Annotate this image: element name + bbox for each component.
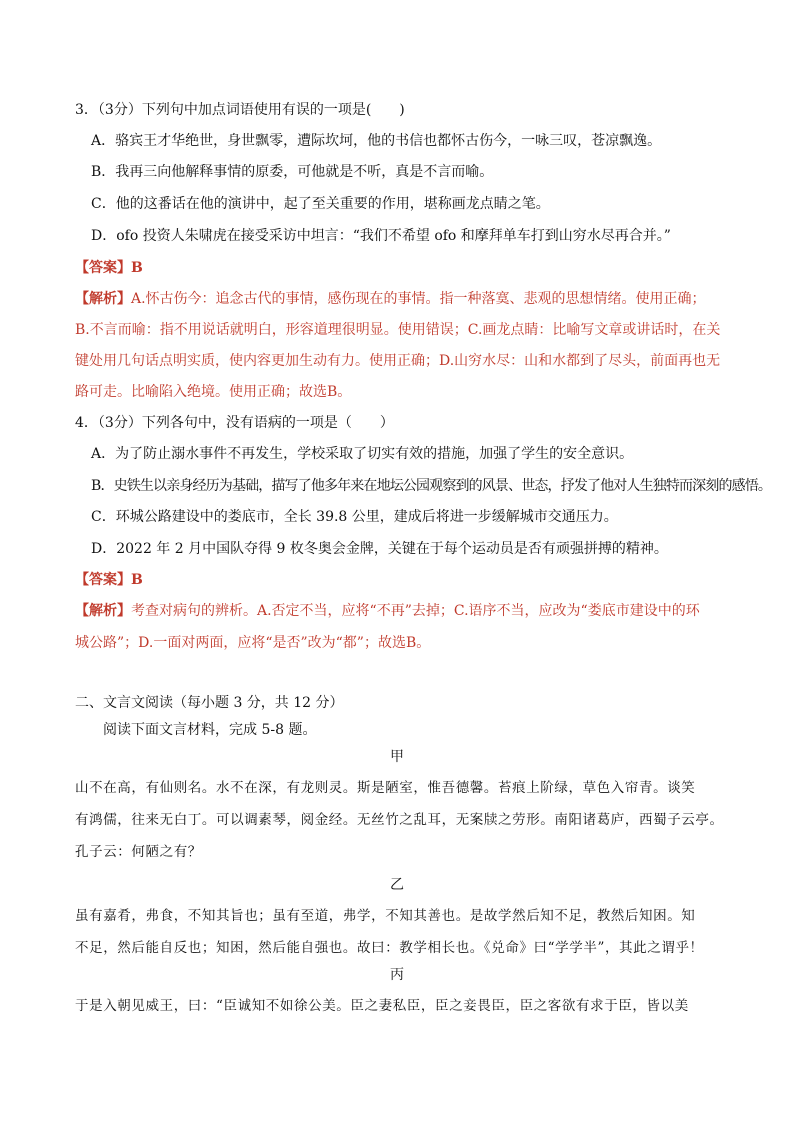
question-3-analysis-line-3: 键处用几句话点明实质，使内容更加生动有力。使用正确；D.山穷水尽：山和水都到了尽头，前面再也无 [75, 353, 721, 369]
section-2-instruction: 阅读下面文言材料，完成 5-8 题。 [103, 722, 317, 738]
question-4-analysis-line-2: 城公路”；D.一面对两面，应将“是否”改为“都”；故选B。 [75, 635, 431, 651]
question-3-analysis-line-2: B.不言而喻：指不用说话就明白，形容道理很明显。使用错误；C.画龙点睛：比喻写文章或讲话时，在关 [75, 322, 721, 338]
analysis-label: 【解析】 [75, 291, 131, 307]
question-3-stem: 3．（3分）下列句中加点词语使用有误的一项是( ) [75, 102, 405, 118]
answer-value: B [131, 572, 143, 588]
passage-yi-line: 虽有嘉肴，弗食，不知其旨也；虽有至道，弗学，不知其善也。是故学然后知不足，教然后知困。知 [75, 908, 696, 924]
passage-jia-line: 孔子云：何陋之有？ [75, 844, 202, 860]
passage-jia-line: 有鸿儒，往来无白丁。可以调素琴，阅金经。无丝竹之乱耳，无案牍之劳形。南阳诸葛庐，西蜀子云亭。 [75, 812, 724, 828]
question-3-option-a: A．骆宾王才华绝世，身世飘零，遭际坎坷，他的书信也都怀古伤今，一咏三叹，苍凉飘逸。 [91, 133, 662, 149]
question-3-option-c: C．他的这番话在他的演讲中，起了至关重要的作用，堪称画龙点睛之笔。 [91, 196, 550, 212]
question-3-answer [75, 258, 143, 278]
question-3-option-d: D．ofo 投资人朱啸虎在接受采访中坦言：“我们不希望 ofo 和摩拜单车打到山穷水尽再合并。” [91, 228, 671, 244]
section-2-heading: 二、文言文阅读（每小题 3 分，共 12 分） [75, 695, 344, 711]
question-3-option-b: B．我再三向他解释事情的原委，可他就是不听，真是不言而喻。 [91, 164, 494, 180]
passage-jia-line: 山不在高，有仙则名。水不在深，有龙则灵。斯是陋室，惟吾德馨。苔痕上阶绿，草色入帘青。谈笑 [75, 780, 696, 796]
question-3-analysis-line-4: 路可走。比喻陷入绝境。使用正确；故选B。 [75, 384, 352, 400]
analysis-label: 【解析】 [75, 603, 131, 619]
passage-bing-line: 于是入朝见威王，曰：“臣诚知不如徐公美。臣之妻私臣，臣之妾畏臣，臣之客欲有求于臣，皆以美 [75, 998, 689, 1014]
passage-bing-title: 丙 [390, 967, 404, 983]
passage-yi-line: 不足，然后能自反也；知困，然后能自强也。故曰：教学相长也。《兑命》曰“学学半”，其此之谓乎！ [75, 940, 704, 956]
question-4-stem: 4．（3分）下列各句中，没有语病的一项是（ ） [75, 415, 394, 431]
answer-value: B [131, 260, 143, 276]
question-4-option-d: D．2022 年 2 月中国队夺得 9 枚冬奥会金牌，关键在于每个运动员是否有顽强拼搏的精神。 [91, 541, 668, 557]
analysis-text: A.怀古伤今：追念古代的事情，感伤现在的事情。指一种落寞、悲观的思想情绪。使用正确； [131, 291, 706, 307]
answer-label: 【答案】 [75, 572, 131, 588]
question-4-analysis-line-1 [75, 601, 700, 621]
question-3-analysis-line-1 [75, 289, 706, 309]
passage-jia-title: 甲 [390, 749, 404, 765]
question-4-option-b: B．史铁生以亲身经历为基础，描写了他多年来在地坛公园观察到的风景、世态，抒发了他对人生独特而深刻的感悟。 [91, 478, 772, 494]
question-4-answer [75, 570, 143, 590]
passage-yi-title: 乙 [390, 877, 404, 893]
question-4-option-a: A．为了防止溺水事件不再发生，学校采取了切实有效的措施，加强了学生的安全意识。 [91, 446, 634, 462]
question-4-option-c: C．环城公路建设中的娄底市，全长 39.8 公里，建成后将进一步缓解城市交通压力。 [91, 509, 618, 525]
analysis-text: 考查对病句的辨析。A.否定不当，应将“不再”去掉；C.语序不当，应改为“娄底市建设中的环 [131, 603, 700, 619]
answer-label: 【答案】 [75, 260, 131, 276]
